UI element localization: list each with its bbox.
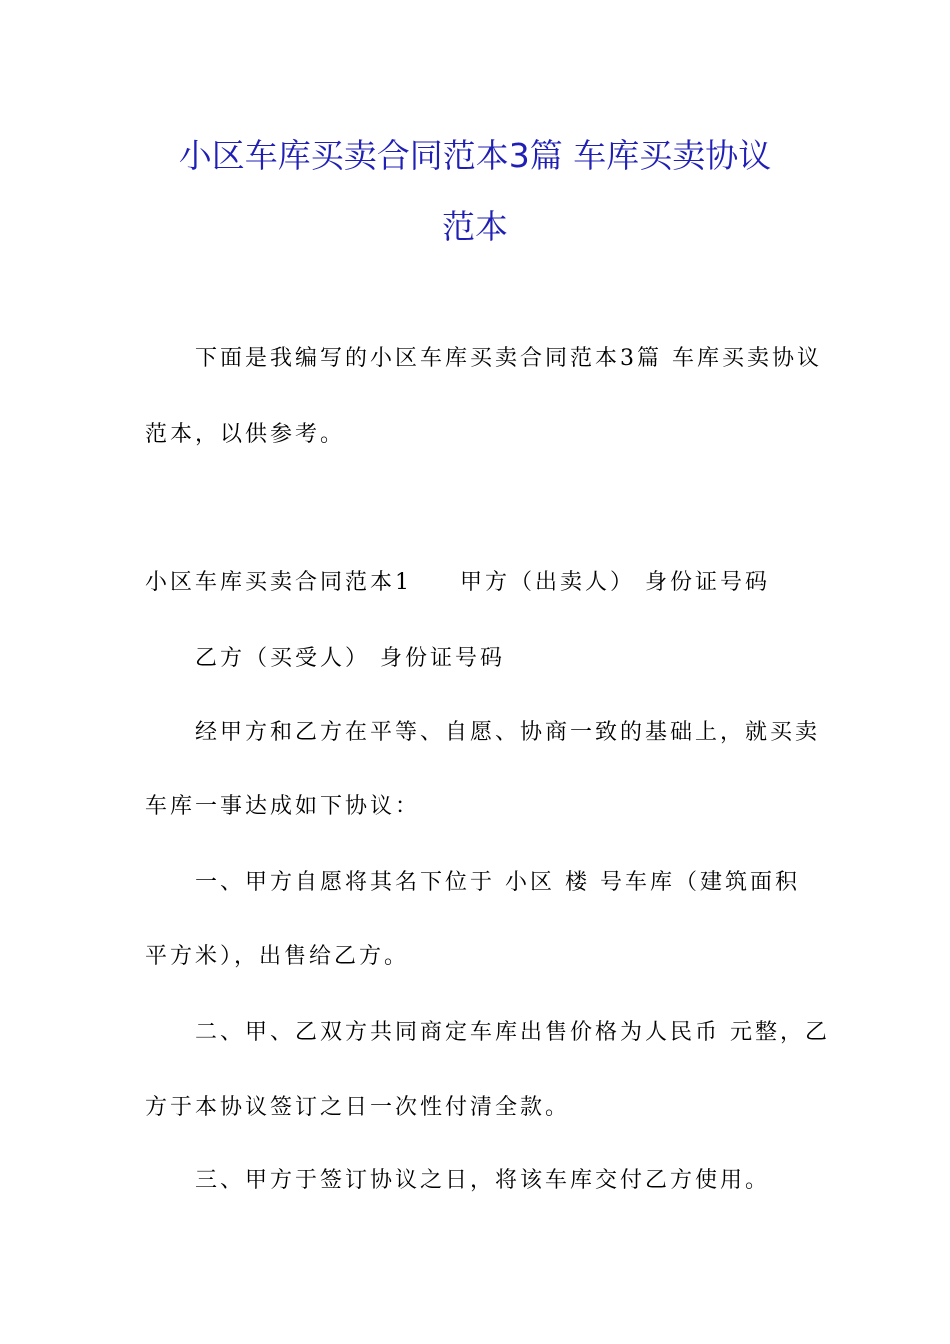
document-title-line2: 范本 <box>442 207 508 246</box>
clause1-line1: 一、甲方自愿将其名下位于 小区 楼 号车库（建筑面积 <box>195 870 800 895</box>
intro-paragraph-line2: 范本，以供参考。 <box>145 422 346 447</box>
contract-heading: 小区车库买卖合同范本1 <box>145 570 412 595</box>
preamble-line2: 车库一事达成如下协议： <box>145 794 421 819</box>
clause2-line1: 二、甲、乙双方共同商定车库出售价格为人民币 元整，乙 <box>195 1020 830 1045</box>
contract-heading-row <box>145 568 770 598</box>
clause1-line2: 平方米），出售给乙方。 <box>145 944 410 969</box>
document-title-line1: 小区车库买卖合同范本3篇 车库买卖协议 <box>178 136 772 175</box>
intro-paragraph-line1: 下面是我编写的小区车库买卖合同范本3篇 车库买卖协议 <box>195 346 822 371</box>
clause3-line1: 三、甲方于签订协议之日，将该车库交付乙方使用。 <box>195 1168 771 1193</box>
party-a-label: 甲方（出卖人） 身份证号码 <box>460 570 770 595</box>
party-b-label: 乙方（买受人） 身份证号码 <box>195 646 505 671</box>
clause2-line2: 方于本协议签订之日一次性付清全款。 <box>145 1095 571 1120</box>
preamble-line1: 经甲方和乙方在平等、自愿、协商一致的基础上，就买卖 <box>195 720 821 745</box>
